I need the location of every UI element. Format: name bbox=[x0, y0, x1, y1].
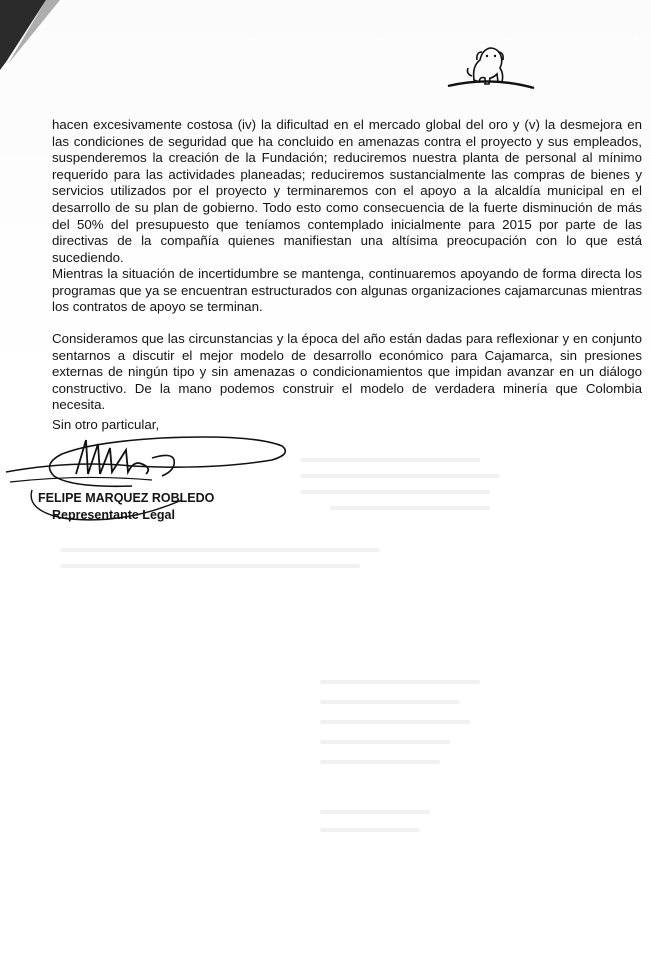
bleed-through-line bbox=[320, 810, 430, 814]
bleed-through-line bbox=[300, 490, 490, 494]
paragraph-1: hacen excesivamente costosa (iv) la dificultad en el mercado global del oro y (v) la desmejora en las condiciones de seguridad que ha concluido en amenazas contra el proyecto y sus empleados, suspenderemos la creación de la Fundación; reduciremos nuestra planta de personal al mínimo requerido para las actividades planeadas; reduciremos sustancialmente las compras de bienes y servicios utilizados por el proyecto y terminaremos con el apoyo a la alcaldía municipal en el desarrollo de su plan de gobierno. Todo esto como consecuencia de la fuerte disminución de más del 50% del presupuesto que teníamos contemplado inicialmente para 2015 por parte de las directivas de la compañía quienes manifiestan una altísima preocupación con lo que está sucediendo. bbox=[52, 117, 642, 265]
signatory-title: Representante Legal bbox=[52, 508, 175, 522]
bleed-through-line bbox=[320, 720, 470, 724]
bleed-through-line bbox=[320, 680, 480, 684]
bleed-through-line bbox=[320, 700, 460, 704]
bleed-through-line bbox=[320, 740, 450, 744]
bleed-through-line bbox=[320, 760, 440, 764]
signatory-name: FELIPE MARQUEZ ROBLEDO bbox=[38, 491, 215, 505]
folded-corner bbox=[0, 0, 60, 70]
paragraph-3: Consideramos que las circunstancias y la época del año están dadas para reflexionar y en conjunto sentarnos a discutir el mejor modelo de desarrollo económico para Cajamarca, sin presiones externas de ningún tipo y sin amenazas o condicionamientos que impidan avanzar en un diálogo constructivo. De la mano podemos construir el modelo de verdadera minería que Colombia necesita. bbox=[52, 331, 642, 413]
closing-line: Sin otro particular, bbox=[52, 417, 160, 432]
dog-logo-icon bbox=[446, 40, 536, 92]
bleed-through-line bbox=[320, 828, 420, 832]
bleed-through-line bbox=[300, 458, 480, 462]
bleed-through-line bbox=[300, 474, 500, 478]
paragraph-2: Mientras la situación de incertidumbre se mantenga, continuaremos apoyando de forma directa los programas que ya se encuentran estructurados con algunas organizaciones cajamarcunas mientras los contratos de apoyo se terminan. bbox=[52, 266, 642, 315]
bleed-through-line bbox=[330, 506, 490, 510]
bleed-through-line bbox=[60, 564, 360, 568]
bleed-through-line bbox=[60, 548, 380, 552]
